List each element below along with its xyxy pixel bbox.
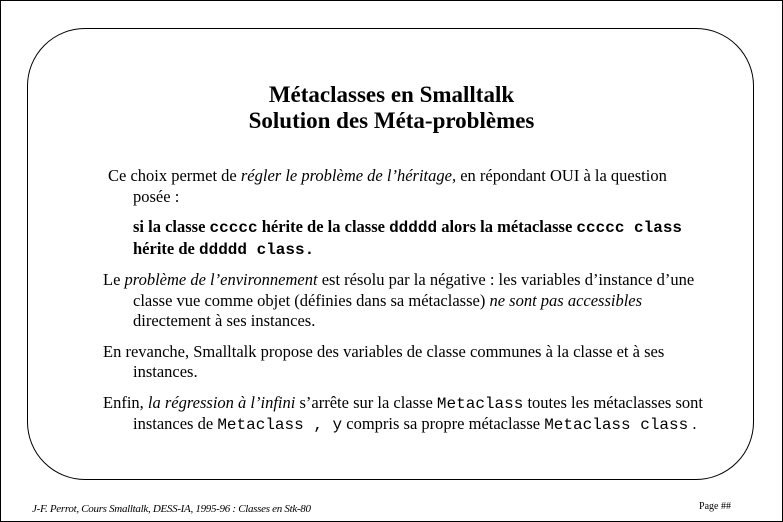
p2-emphasis-2: ne sont pas accessibles [489, 290, 643, 310]
p4-code-1: Metaclass [436, 394, 524, 413]
paragraph-regression [103, 393, 703, 436]
rule-text-b: hérite de la classe [257, 217, 390, 236]
rule-text-c: alors la métaclasse [437, 217, 577, 236]
rule-statement [103, 217, 703, 260]
p4-text-d: compris sa propre métaclasse [342, 414, 545, 433]
p4-code-3: Metaclass class [544, 416, 689, 434]
title-line-2: Solution des Méta-problèmes [248, 108, 535, 133]
p4-emphasis: la régression à l’infini [147, 392, 296, 412]
p4-text-a: Enfin, [103, 392, 148, 412]
rule-code-3: ccccc class [576, 219, 683, 237]
p1-emphasis: régler le problème de l’héritage, [240, 166, 457, 185]
rule-code-2: ddddd [389, 219, 438, 237]
slide-title [0, 82, 783, 134]
rule-code-1: ccccc [209, 219, 258, 237]
p4-text-e: . [688, 414, 697, 433]
rule-text-d: hérite de [133, 238, 199, 258]
paragraph-heritage [103, 166, 703, 207]
p3-text: En revanche, Smalltalk propose des variables de classe communes à la classe et à ses instances. [103, 341, 665, 381]
footer-credits: J-F. Perrot, Cours Smalltalk, DESS-IA, 1995-96 : Classes en Stk-80 [32, 503, 311, 515]
rule-text-a: si la classe [133, 217, 210, 236]
p1-text-b: en répondant OUI à la question posée : [133, 166, 667, 206]
p4-code-2: Metaclass , y [217, 416, 343, 434]
slide-content [103, 166, 703, 446]
footer-page-number: Page ## [699, 501, 731, 512]
rule-code-4: ddddd class. [198, 240, 315, 259]
p4-text-b: s’arrête sur la classe [295, 392, 437, 412]
p2-text-a: Le [103, 270, 125, 289]
paragraph-variables-classe [103, 342, 703, 383]
p1-text-a: Ce choix permet de [108, 166, 241, 185]
p2-emphasis-1: problème de l’environnement [124, 270, 318, 289]
p2-text-b: est résolu par la négative : les variables d’instance d’une classe vue comme objet (définies dans sa métaclasse) [133, 270, 695, 310]
p2-text-c: directement à ses instances. [133, 311, 316, 330]
paragraph-environnement [103, 270, 703, 332]
p4-text-c: toutes les métaclasses sont instances de [133, 392, 703, 433]
title-line-1: Métaclasses en Smalltalk [268, 82, 515, 107]
